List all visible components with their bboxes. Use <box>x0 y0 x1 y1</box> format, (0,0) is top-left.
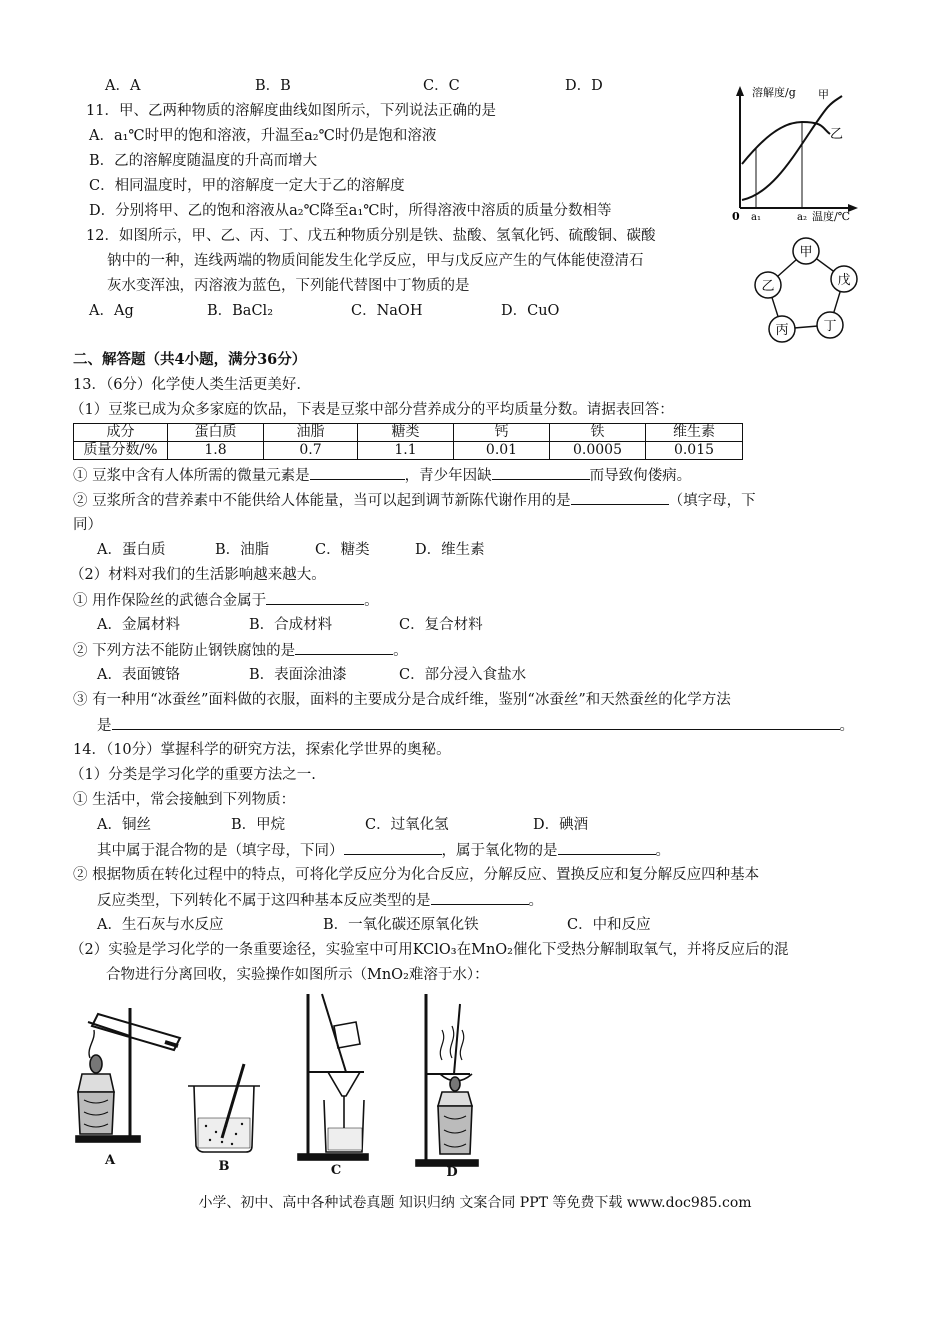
apparatus-d <box>416 994 478 1166</box>
y-axis-arrow <box>736 86 744 96</box>
figure-label-b: B <box>218 1159 230 1174</box>
answer-blank[interactable] <box>558 840 656 855</box>
q11-option-d: D．分别将甲、乙的饱和溶液从a₂℃降至a₁℃时，所得溶液中溶质的质量分数相等 <box>89 203 612 219</box>
table-header-cell: 铁 <box>550 424 646 442</box>
q14-s1-question <box>97 840 670 861</box>
q13-m1-option-a: A．金属材料 <box>97 617 180 633</box>
q13-s2-options <box>97 540 485 560</box>
chart-origin: 0 <box>732 210 740 222</box>
chart-ylabel: 溶解度/g <box>752 86 796 99</box>
chart-a2: a₂ <box>797 212 807 222</box>
q14-s1-options <box>97 815 588 835</box>
q12-line1: 12．如图所示，甲、乙、丙、丁、戊五种物质分别是铁、盐酸、氢氧化钙、硫酸铜、碳酸 <box>86 228 656 244</box>
q12-option-d: D．CuO <box>501 303 560 319</box>
q13-m2-options <box>97 665 526 685</box>
q13-m1-end: 。 <box>364 593 379 609</box>
q13-m1-option-c: C．复合材料 <box>399 617 483 633</box>
q13-m1-option-b: B．合成材料 <box>249 617 333 633</box>
q13-m1-options <box>97 615 483 635</box>
q13-m2-option-b: B．表面涂油漆 <box>249 667 347 683</box>
answer-blank[interactable] <box>492 465 590 480</box>
node-ding-label: 丁 <box>823 319 837 334</box>
section2-title: 二、解答题（共4小题，满分36分） <box>73 351 307 368</box>
q14-s1-option-b: B．甲烷 <box>231 817 286 833</box>
chart-label-jia: 甲 <box>818 88 829 101</box>
chart-label-yi: 乙 <box>830 127 844 142</box>
q11-option-b: B．乙的溶解度随温度的升高而增大 <box>89 153 318 169</box>
table-header-cell: 糖类 <box>358 424 454 442</box>
q14-s1-text-a: 其中属于混合物的是（填字母，下同） <box>97 843 344 859</box>
q14-p1: （1）分类是学习化学的重要方法之一. <box>70 767 316 783</box>
q13-s2-option-b: B．油脂 <box>215 542 270 558</box>
q12-line2: 钠中的一种，连线两端的物质间能发生化学反应，甲与戊反应产生的气体能使澄清石 <box>107 253 644 269</box>
table-row <box>74 442 743 460</box>
chart-xlabel: 温度/℃ <box>812 210 851 222</box>
table-cell: 质量分数/% <box>74 442 168 460</box>
q14-s2-option-a: A．生石灰与水反应 <box>97 917 224 933</box>
q13-m3-shi: 是 <box>97 718 112 734</box>
table-cell: 0.015 <box>646 442 743 460</box>
q13-m2-text: ② 下列方法不能防止钢铁腐蚀的是 <box>73 643 296 659</box>
table-cell: 0.0005 <box>550 442 646 460</box>
q14-s1-text-c: 。 <box>655 843 670 859</box>
q13-m1 <box>73 590 379 611</box>
q13-s1-text-c: 而导致佝偻病。 <box>589 468 692 484</box>
node-yi-label: 乙 <box>761 279 775 294</box>
figure-label-c: C <box>330 1163 342 1178</box>
q14-s2-options <box>97 915 651 935</box>
answer-blank[interactable] <box>344 840 442 855</box>
q13-m2-option-a: A．表面镀铬 <box>97 667 180 683</box>
table-cell: 1.1 <box>358 442 454 460</box>
q13-m3-end: 。 <box>839 718 854 734</box>
q13-m3: ③ 有一种用“冰蚕丝”面料做的衣服，面料的主要成分是合成纤维，鉴别“冰蚕丝”和天然蚕丝的化学方法 <box>73 692 731 708</box>
q14-s1-option-c: C．过氧化氢 <box>365 817 449 833</box>
q13-s2-option-c: C．糖类 <box>315 542 370 558</box>
table-header-cell: 钙 <box>454 424 550 442</box>
q14-s2-cont <box>97 890 543 911</box>
q14-s1-text-b: ，属于氧化物的是 <box>441 843 558 859</box>
q13-p2: （2）材料对我们的生活影响越来越大。 <box>70 567 326 583</box>
q12-line3: 灰水变浑浊，丙溶液为蓝色，下列能代替图中丁物质的是 <box>107 278 470 294</box>
q14-s2-option-b: B．一氧化碳还原氧化铁 <box>323 917 479 933</box>
node-wu-label: 戊 <box>837 273 851 288</box>
apparatus-c <box>298 994 368 1160</box>
q14-stem: 14．（10分）掌握科学的研究方法，探索化学世界的奥秘。 <box>73 742 451 758</box>
q13-s1-text-b: ，青少年因缺 <box>404 468 492 484</box>
q12-option-c: C．NaOH <box>351 303 423 319</box>
q14-s2-end: 。 <box>528 893 543 909</box>
q11-option-c: C．相同温度时，甲的溶解度一定大于乙的溶解度 <box>89 178 405 194</box>
q13-m3-answer <box>97 715 854 736</box>
q13-m1-text: ① 用作保险丝的武德合金属于 <box>73 593 267 609</box>
q14-s1-option-d: D．碘酒 <box>533 817 589 833</box>
q14-s2-text: 反应类型，下列转化不属于这四种基本反应类型的是 <box>97 893 431 909</box>
nutrition-table <box>73 423 743 460</box>
q13-m2-option-c: C．部分浸入食盐水 <box>399 667 527 683</box>
figure-label-a: A <box>104 1153 116 1168</box>
table-cell: 0.01 <box>454 442 550 460</box>
table-header-cell: 维生素 <box>646 424 743 442</box>
table-header-cell: 油脂 <box>264 424 358 442</box>
table-cell: 1.8 <box>168 442 264 460</box>
q10-option-a: A．A <box>105 78 141 94</box>
q12-option-a: A．Ag <box>89 303 134 319</box>
q14-s1-option-a: A．铜丝 <box>97 817 151 833</box>
apparatus-a <box>76 1008 180 1142</box>
node-jia-label: 甲 <box>799 245 813 260</box>
answer-blank[interactable] <box>431 890 529 905</box>
q13-s2-option-a: A．蛋白质 <box>97 542 166 558</box>
apparatus-figure <box>70 988 490 1178</box>
q13-s2 <box>73 490 756 511</box>
q14-s1: ① 生活中，常会接触到下列物质： <box>73 792 296 808</box>
q10-option-b: B．B <box>255 78 291 94</box>
q14-p2-cont: 合物进行分离回收，实验操作如图所示（MnO₂难溶于水）： <box>106 967 489 983</box>
figure-label-d: D <box>446 1165 458 1178</box>
page-footer: 小学、初中、高中各种试卷真题 知识归纳 文案合同 PPT 等免费下载 www.doc985.com <box>198 1195 752 1211</box>
answer-blank[interactable] <box>266 590 364 605</box>
q13-s2-option-d: D．维生素 <box>415 542 485 558</box>
q11-stem: 11．甲、乙两种物质的溶解度曲线如图所示，下列说法正确的是 <box>86 103 496 119</box>
q13-s1 <box>73 465 691 486</box>
node-bing-label: 丙 <box>775 323 789 338</box>
q10-option-d: D．D <box>565 78 603 94</box>
table-header-row <box>74 424 743 442</box>
q13-stem: 13．（6分）化学使人类生活更美好. <box>73 377 302 393</box>
answer-blank[interactable] <box>571 490 669 505</box>
q10-options <box>105 76 603 96</box>
q13-s2-cont: 同） <box>73 517 102 533</box>
q12-options <box>89 301 559 321</box>
table-header-cell: 成分 <box>74 424 168 442</box>
answer-blank[interactable] <box>295 640 393 655</box>
apparatus-b <box>188 1064 260 1152</box>
q13-m2-end: 。 <box>393 643 408 659</box>
answer-blank[interactable] <box>112 715 840 730</box>
q13-s2-text-b: （填字母，下 <box>668 493 756 509</box>
q13-p1: （1）豆浆已成为众多家庭的饮品，下表是豆浆中部分营养成分的平均质量分数。请据表回答： <box>70 402 674 418</box>
solubility-chart <box>730 82 860 222</box>
table-header-cell: 蛋白质 <box>168 424 264 442</box>
q11-option-a: A．a₁℃时甲的饱和溶液，升温至a₂℃时仍是饱和溶液 <box>89 128 437 144</box>
answer-blank[interactable] <box>310 465 405 480</box>
pentagon-diagram <box>752 233 862 348</box>
chart-a1: a₁ <box>751 212 761 222</box>
q14-s2: ② 根据物质在转化过程中的特点，可将化学反应分为化合反应，分解反应、置换反应和复分解反应四种基本 <box>73 867 760 883</box>
q13-s1-text-a: ① 豆浆中含有人体所需的微量元素是 <box>73 468 310 484</box>
table-cell: 0.7 <box>264 442 358 460</box>
q10-option-c: C．C <box>423 78 460 94</box>
q14-p2: （2）实验是学习化学的一条重要途径，实验室中可用KClO₃在MnO₂催化下受热分解制取氧气，并将反应后的混 <box>70 942 789 958</box>
q12-option-b: B．BaCl₂ <box>207 303 274 319</box>
yi-curve <box>742 122 830 164</box>
q14-s2-option-c: C．中和反应 <box>567 917 651 933</box>
q13-s2-text-a: ② 豆浆所含的营养素中不能供给人体能量，当可以起到调节新陈代谢作用的是 <box>73 493 571 509</box>
q13-m2 <box>73 640 408 661</box>
